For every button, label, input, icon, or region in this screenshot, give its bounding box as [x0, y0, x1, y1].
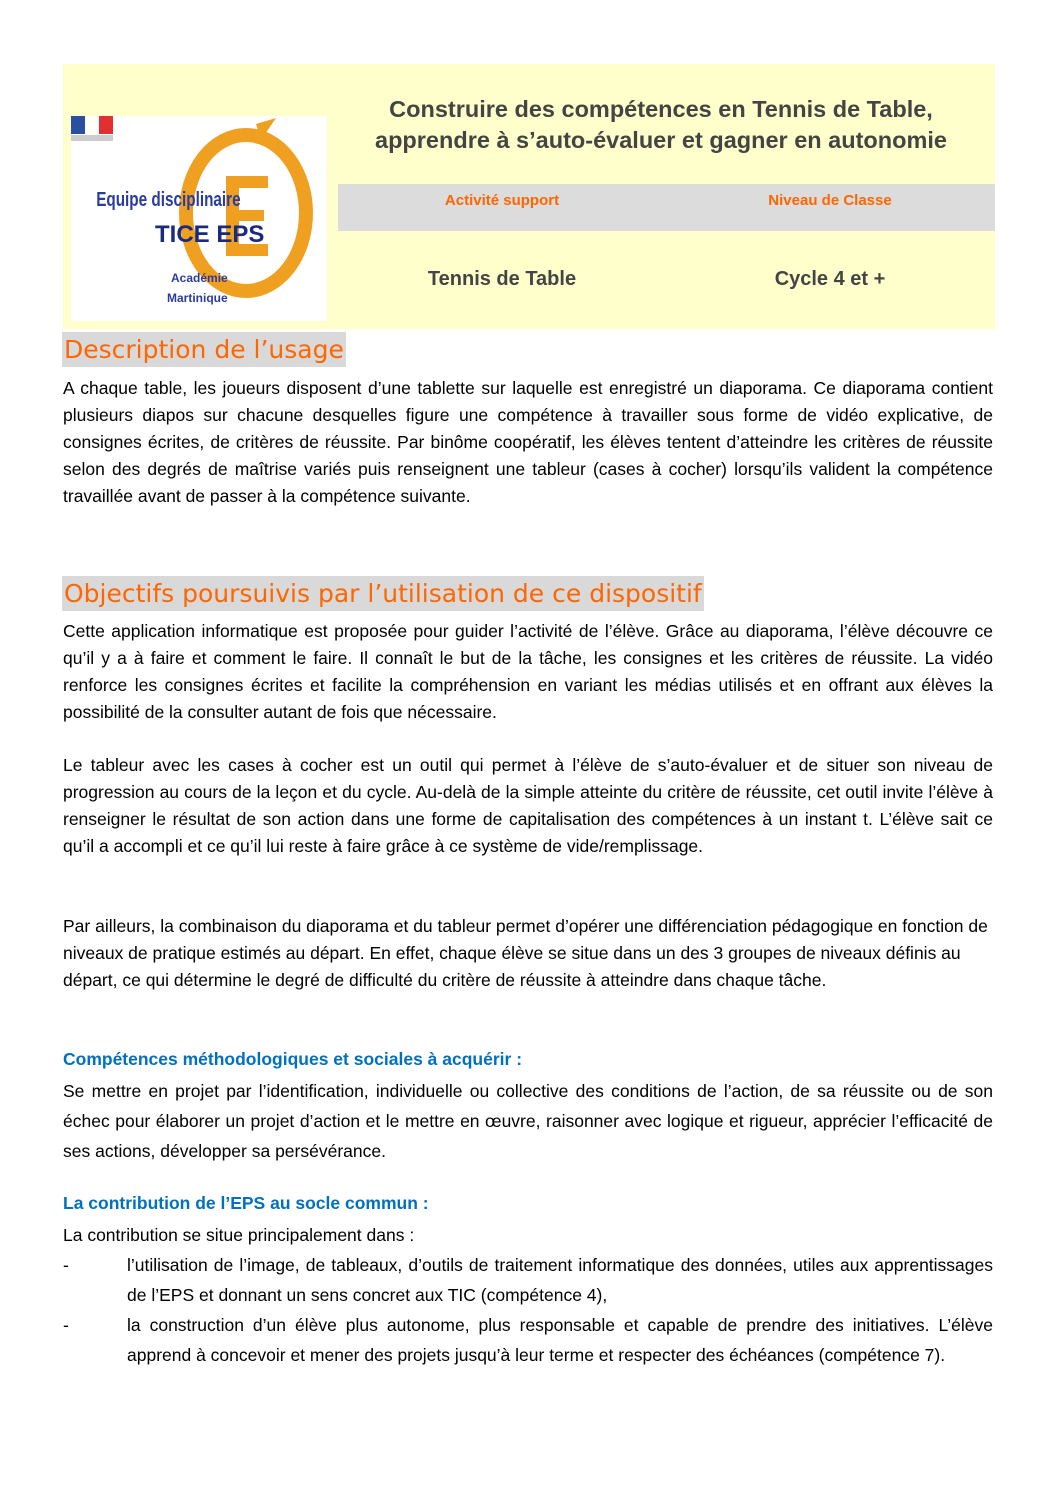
section-heading-objectives: Objectifs poursuivis par l’utilisation de ce dispositif	[62, 576, 704, 611]
header-banner	[63, 64, 995, 329]
svg-text:TICE EPS: TICE EPS	[155, 221, 265, 248]
contribution-block	[63, 1220, 993, 1370]
level-value: Cycle 4 et +	[774, 268, 886, 290]
objectives-paragraph-1: Cette application informatique est proposée pour guider l’activité de l’élève. Grâce au diaporama, l’élève découvre ce qu’il y a à faire et comment le faire. Il connaît le but de la tâche, les consignes et les critères de réussite. La vidéo renforce les consignes écrites et facilite la compréhension en variant les médias utilisés et en offrant aux élèves la possibilité de la consulter autant de fois que nécessaire.	[63, 621, 993, 722]
title-line-1: Construire des compétences en Tennis de Table,	[389, 96, 933, 122]
academy-logo	[71, 116, 327, 321]
list-item-text: l’utilisation de l’image, de tableaux, d’outils de traitement informatique des données, utiles aux apprentissages de l’EPS et donnant un sens concret aux TIC (compétence 4),	[127, 1255, 993, 1305]
objectives-paragraph-3: Par ailleurs, la combinaison du diaporama et du tableur permet d’opérer une différenciation pédagogique en fonction de niveaux de pratique estimés au départ. En effet, chaque élève se situe dans un des 3 groupes de niveaux définis au départ, ce qui détermine le degré de difficulté du critère de réussite à atteindre dans chaque tâche.	[63, 916, 988, 990]
svg-text:Equipe disciplinaire: Equipe disciplinaire	[96, 187, 241, 211]
document-title	[348, 94, 974, 156]
objectives-paragraph-2: Le tableur avec les cases à cocher est un outil qui permet à l’élève de s’auto-évaluer et de situer son niveau de progression au cours de la leçon et du cycle. Au-delà de la simple atteinte du critère de réussite, cet outil invite l’élève à renseigner le résultat de son action dans une forme de capitalisation des compétences à un instant t. L’élève sait ce qu’il a accompli et ce qu’il lui reste à faire grâce à ce système de vide/remplissage.	[63, 755, 993, 856]
bullet-dash: -	[63, 1255, 69, 1275]
contribution-intro: La contribution se situe principalement dans :	[63, 1225, 415, 1245]
activity-label: Activité support	[444, 192, 560, 209]
contribution-heading: La contribution de l’EPS au socle commun :	[63, 1193, 429, 1213]
level-label: Niveau de Classe	[768, 192, 892, 209]
description-paragraph: A chaque table, les joueurs disposent d’une tablette sur laquelle est enregistré un diaporama. Ce diaporama contient plusieurs diapos sur chacune desquelles figure une compétence à travailler sous forme de vidéo explicative, de consignes écrites, de critères de réussite. Par binôme coopératif, les élèves tentent d’atteindre les critères de réussite selon des degrés de maîtrise variés puis renseignent une tableur (cases à cocher) lorsqu’ils valident la compétence travaillée avant de passer à la compétence suivante.	[63, 378, 993, 506]
title-line-2: apprendre à s’auto-évaluer et gagner en autonomie	[375, 127, 947, 153]
list-item	[63, 1310, 993, 1370]
competences-heading: Compétences méthodologiques et sociales à acquérir :	[63, 1049, 523, 1069]
activity-value: Tennis de Table	[427, 268, 577, 290]
svg-text:Académie: Académie	[171, 271, 228, 285]
section-heading-description: Description de l’usage	[62, 332, 346, 367]
list-item	[63, 1250, 993, 1310]
competences-paragraph: Se mettre en projet par l’identification, individuelle ou collective des conditions de l’action, de sa réussite ou de son échec pour élaborer un projet d’action et le mettre en œuvre, raisonner avec logique et rigueur, apprécier l’efficacité de ses actions, développer sa persévérance.	[63, 1081, 993, 1161]
bullet-dash: -	[63, 1315, 69, 1335]
svg-text:Martinique: Martinique	[167, 291, 228, 305]
list-item-text: la construction d’un élève plus autonome, plus responsable et capable de prendre des initiatives. L’élève apprend à concevoir et mener des projets jusqu’à leur terme et respecter des échéances (compétence 7).	[127, 1315, 993, 1365]
